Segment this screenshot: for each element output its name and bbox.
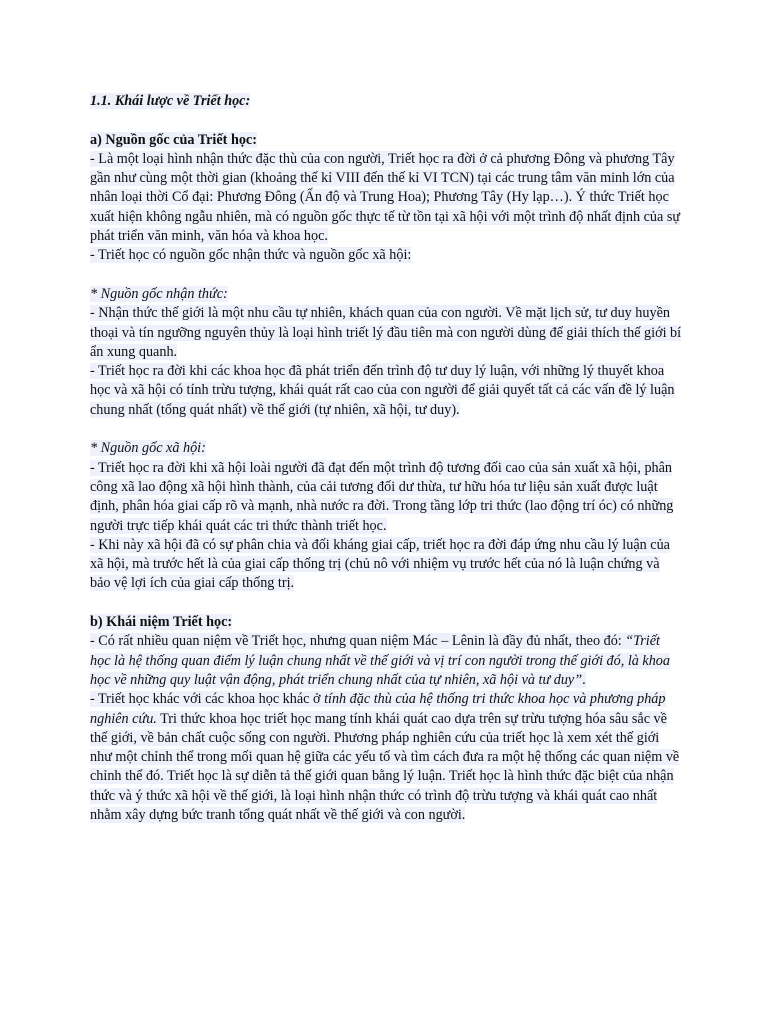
section-b-heading-text: b) Khái niệm Triết học: [90,614,233,631]
section-b-paragraph-2-lead: - Triết học khác với các khoa học khác ở [90,691,325,708]
section-a-paragraph-2 [90,246,682,265]
section-b-paragraph-1-lead: - Có rất nhiều quan niệm về Triết học, nhưng quan niệm Mác – Lênin là đầy đủ nhất, theo đó: [90,633,626,650]
section-a-paragraph-2-text: - Triết học có nguồn gốc nhận thức và nguồn gốc xã hội: [90,247,412,264]
spacer [90,266,682,285]
section-b-paragraph-2 [90,690,682,825]
section-a-paragraph-1 [90,150,682,246]
social-origin-paragraph-2-text: - Khi này xã hội đã có sự phân chia và đối kháng giai cấp, triết học ra đời đáp ứng nhu cầu lý luận của xã hội, mà trước hết là của giai cấp thống trị (chủ nô với nhiệm vụ trước hết của nó là luận chứng và bảo vệ lợi ích của giai cấp thống trị. [90,536,670,592]
social-origin-paragraph-2 [90,536,682,594]
cognitive-origin-heading-text: * Nguồn gốc nhận thức: [90,285,228,302]
social-origin-paragraph-1 [90,459,682,536]
cognitive-origin-paragraph-2 [90,362,682,420]
marxist-definition-quote: “Triết học là hệ thống quan điểm lý luận chung nhất về thế giới và vị trí con người trong thế giới đó, là khoa học về những quy luật vận động, phát triển chung nhất của tự nhiên, xã hội và tư duy” [90,633,670,688]
spacer [90,420,682,439]
document-title [90,92,682,111]
spacer [90,594,682,613]
section-a-heading-text: a) Nguồn gốc của Triết học: [90,131,257,148]
section-b-paragraph-2-rest: Tri thức khoa học triết học mang tính khái quát cao dựa trên sự trừu tượng hóa sâu sắc về thế giới, về bản chất cuộc sống con người. Phương pháp nghiên cứu của triết học là xem xét thế giới như một chỉnh thể trong mối quan hệ giữa các yếu tố và tìm cách đưa ra một hệ thống các quan niệm về chỉnh thể đó. Triết học là sự diễn tả thế giới quan bằng lý luận. Triết học là hình thức đặc biệt của nhận thức và ý thức xã hội về thế giới, là loại hình nhận thức có trình độ trừu tượng và khái quát cao nhất nhằm xây dựng bức tranh tổng quát nhất về thế giới và con người. [90,710,680,823]
cognitive-origin-paragraph-1 [90,304,682,362]
document-page [90,92,682,825]
section-b-paragraph-1 [90,632,682,690]
social-origin-heading [90,439,682,458]
social-origin-heading-text: * Nguồn gốc xã hội: [90,440,206,457]
section-b-paragraph-1-end: . [582,671,586,688]
cognitive-origin-paragraph-1-text: - Nhận thức thế giới là một nhu cầu tự nhiên, khách quan của con người. Về mặt lịch sử, tư duy huyền thoại và tín ngưỡng nguyên thủy là loại hình triết lý đầu tiên mà con người dùng để giải thích thế giới bí ẩn xung quanh. [90,305,682,360]
section-a-heading [90,131,682,150]
section-b-heading [90,613,682,632]
section-a-paragraph-1-text: - Là một loại hình nhận thức đặc thù của con người, Triết học ra đời ở cả phương Đông và phương Tây gần như cùng một thời gian (khoảng thế kỉ VIII đến thế kỉ VI TCN) tại các trung tâm văn minh lớn của nhân loại thời Cổ đại: Phương Đông (Ấn độ và Trung Hoa); Phương Tây (Hy lạp…). Ý thức Triết học xuất hiện không ngẫu nhiên, mà có nguồn gốc thực tế từ tồn tại xã hội với một trình độ nhất định của sự phát triển văn minh, văn hóa và khoa học. [90,150,681,245]
document-title-text: 1.1. Khái lược về Triết học: [90,93,251,109]
cognitive-origin-heading [90,285,682,304]
social-origin-paragraph-1-text: - Triết học ra đời khi xã hội loài người đã đạt đến một trình độ tương đối cao của sản xuất xã hội, phân công xã lao động xã hội hình thành, của cải tương đối dư thừa, tư hữu hóa tư liệu sản xuất được luật định, phân hóa giai cấp rõ và mạnh, nhà nước ra đời. Trong tầng lớp tri thức (lao động trí óc) có những người trực tiếp khái quát các tri thức thành triết học. [90,459,674,534]
section-b-paragraph-2-italic: tính đặc thù của hệ thống tri thức khoa học và phương pháp nghiên cứu. [90,691,666,727]
cognitive-origin-paragraph-2-text: - Triết học ra đời khi các khoa học đã phát triển đến trình độ tư duy lý luận, với những lý thuyết khoa học và xã hội có tính trừu tượng, khái quát rất cao của con người để giải quyết tất cả các vấn đề lý luận chung nhất (tổng quát nhất) về thế giới (tự nhiên, xã hội, tư duy). [90,363,675,418]
